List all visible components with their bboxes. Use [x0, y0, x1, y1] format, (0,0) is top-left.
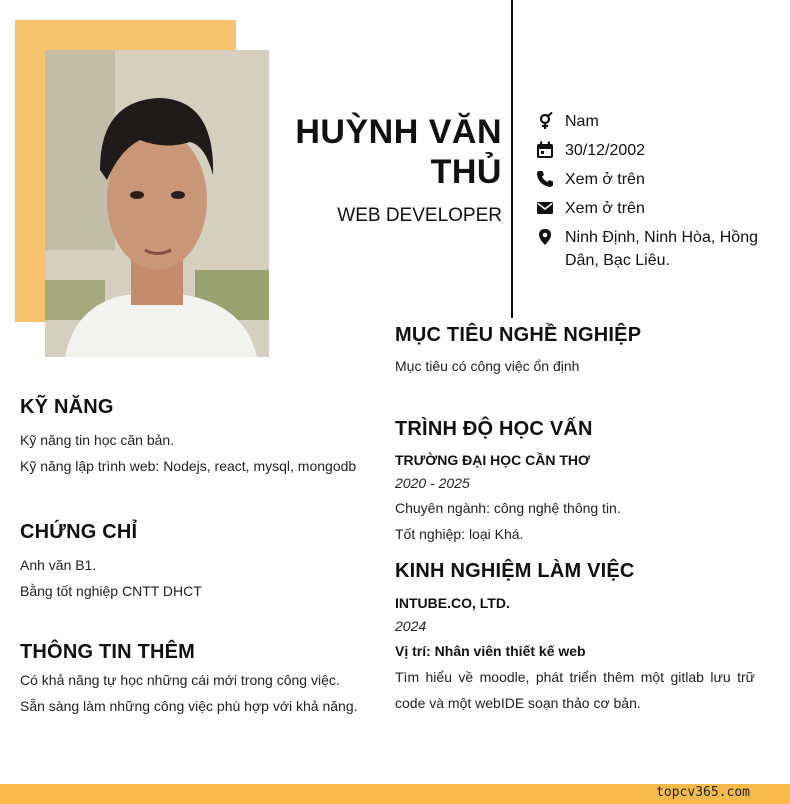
- education-major: Chuyên ngành: công nghệ thông tin.: [395, 500, 621, 516]
- section-title: MỤC TIÊU NGHỀ NGHIỆP: [395, 324, 642, 346]
- list-item: Có khả năng tự học những cái mới trong công việc.: [20, 672, 340, 688]
- contact-email: [536, 197, 770, 220]
- experience-year: 2024: [395, 618, 427, 634]
- objective-text: Mục tiêu có công việc ổn định: [395, 358, 580, 374]
- contact-value: Xem ở trên: [565, 171, 645, 188]
- location-pin-icon: [536, 228, 554, 246]
- vertical-divider: [511, 0, 513, 318]
- contact-value: Xem ở trên: [565, 200, 645, 217]
- certificates-section: [20, 521, 370, 604]
- footer-bar: [0, 784, 790, 804]
- experience-section: [395, 560, 755, 716]
- objective-section: [395, 324, 755, 379]
- contact-value: 30/12/2002: [565, 142, 646, 159]
- section-title: KỸ NĂNG: [20, 396, 114, 418]
- list-item: Kỹ năng tin học căn bản.: [20, 432, 175, 448]
- contact-address: [536, 226, 770, 272]
- contact-gender: [536, 110, 770, 133]
- section-title: CHỨNG CHỈ: [20, 521, 138, 543]
- school-name: TRƯỜNG ĐẠI HỌC CẦN THƠ: [395, 452, 590, 468]
- footer-watermark: topcv365.com: [656, 785, 750, 800]
- skills-section: [20, 396, 370, 479]
- gender-icon: [536, 112, 554, 130]
- contact-phone: [536, 168, 770, 191]
- experience-position: Vị trí: Nhân viên thiết kế web: [395, 643, 586, 659]
- job-title: WEB DEVELOPER: [337, 205, 502, 226]
- contact-info: [536, 110, 770, 278]
- envelope-icon: [536, 199, 554, 217]
- contact-value: Nam: [565, 113, 599, 130]
- candidate-name: HUỲNH VĂN THỦ: [295, 113, 502, 191]
- contact-birthday: [536, 139, 770, 162]
- additional-info-section: [20, 641, 370, 719]
- profile-photo: [45, 50, 269, 357]
- phone-icon: [536, 170, 554, 188]
- education-years: 2020 - 2025: [395, 475, 470, 491]
- education-section: [395, 418, 755, 547]
- contact-value: Ninh Định, Ninh Hòa, Hồng Dân, Bạc Liêu.: [565, 229, 758, 269]
- list-item: Anh văn B1.: [20, 557, 97, 573]
- section-title: KINH NGHIỆM LÀM VIỆC: [395, 560, 635, 582]
- section-title: TRÌNH ĐỘ HỌC VẤN: [395, 418, 593, 440]
- calendar-icon: [536, 141, 554, 159]
- list-item: Sẵn sàng làm những công việc phù hợp với khả năng.: [20, 698, 358, 714]
- education-graduation: Tốt nghiệp: loại Khá.: [395, 526, 524, 542]
- experience-description: Tìm hiểu về moodle, phát triển thêm một gitlab lưu trữ code và một webIDE soạn thảo cơ bản.: [395, 669, 755, 711]
- list-item: Kỹ năng lập trình web: Nodejs, react, mysql, mongodb: [20, 458, 357, 474]
- list-item: Bằng tốt nghiệp CNTT DHCT: [20, 583, 202, 599]
- company-name: INTUBE.CO, LTD.: [395, 595, 510, 611]
- section-title: THÔNG TIN THÊM: [20, 641, 196, 663]
